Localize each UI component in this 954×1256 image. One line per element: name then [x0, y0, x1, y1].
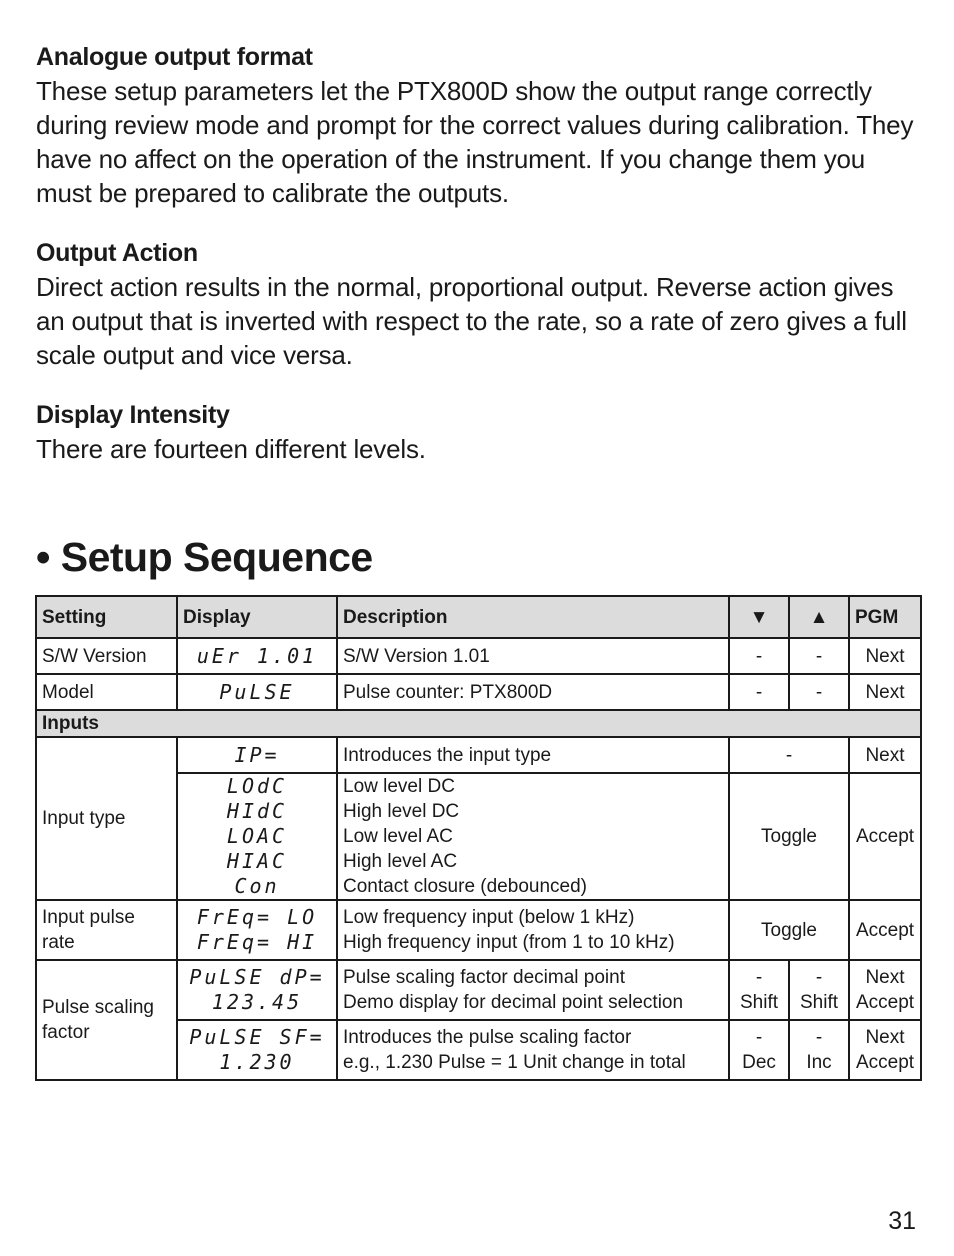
cell-line: Accept: [855, 992, 915, 1013]
display-line: LOAC: [226, 824, 288, 848]
cell-line: -: [815, 967, 823, 988]
display-line: PuLSE SF=: [189, 1025, 325, 1049]
section-heading: Analogue output format: [36, 43, 313, 71]
section-heading: Output Action: [36, 239, 198, 267]
description-line: Contact closure (debounced): [343, 876, 587, 897]
cell-line: Dec: [742, 1052, 776, 1073]
pgm-cell: Next: [849, 638, 921, 674]
section-body: These setup parameters let the PTX800D show the output range correctly during review mode and prompt for the correct values during calibration. They have no affect on the operation of the instrument. If you change them you must be prepared to calibrate the outputs.: [36, 76, 914, 208]
col-header-display: Display: [177, 596, 337, 638]
up-cell: [789, 960, 849, 1020]
up-arrow-icon: ▲: [789, 596, 849, 638]
section-body: Direct action results in the normal, proportional output. Reverse action gives an output that is inverted with respect to the rate, so a rate of zero gives a full scale output and vice versa.: [36, 272, 907, 370]
description-line: High level AC: [343, 851, 458, 872]
down-cell: [729, 960, 789, 1020]
display-line: FrEq= LO: [196, 905, 318, 929]
description-line: High frequency input (from 1 to 10 kHz): [343, 932, 675, 953]
setting-cell: Input type: [36, 737, 177, 900]
cell-line: -: [755, 1027, 763, 1048]
display-line: PuLSE dP=: [189, 965, 325, 989]
cell-line: -: [815, 1027, 823, 1048]
up-cell: -: [789, 638, 849, 674]
up-cell: -: [789, 674, 849, 710]
display-cell: PuLSE: [177, 674, 337, 710]
description-cell: Introduces the input type: [337, 737, 729, 773]
pgm-cell: Next: [849, 737, 921, 773]
setup-sequence-title: • Setup Sequence: [36, 534, 373, 580]
cell-line: -: [755, 967, 763, 988]
arrows-cell: Toggle: [729, 900, 849, 960]
display-line: 1.230: [219, 1050, 295, 1074]
cell-line: Inc: [806, 1052, 832, 1073]
description-cell: [337, 1020, 729, 1080]
pgm-cell: [849, 1020, 921, 1080]
section-analogue-output: [36, 40, 920, 210]
display-line: 123.45: [211, 990, 303, 1014]
description-cell: S/W Version 1.01: [337, 638, 729, 674]
display-line: FrEq= HI: [196, 930, 318, 954]
description-line: Low level AC: [343, 826, 453, 847]
display-cell: [177, 1020, 337, 1080]
display-line: HIdC: [226, 799, 288, 823]
description-cell: [337, 773, 729, 900]
display-cell: IP=: [177, 737, 337, 773]
description-line: Low frequency input (below 1 kHz): [343, 907, 635, 928]
down-cell: -: [729, 674, 789, 710]
setting-cell: Model: [36, 674, 177, 710]
description-line: Demo display for decimal point selection: [343, 992, 684, 1013]
description-line: Pulse scaling factor decimal point: [343, 967, 625, 988]
section-body: There are fourteen different levels.: [36, 434, 426, 464]
description-line: Introduces the pulse scaling factor: [343, 1027, 632, 1048]
description-line: High level DC: [343, 801, 460, 822]
section-row-inputs: [36, 710, 921, 737]
cell-line: Next: [865, 1027, 905, 1048]
pgm-cell: [849, 960, 921, 1020]
setup-sequence-table: [35, 595, 922, 1081]
section-heading: Display Intensity: [36, 401, 230, 429]
section-label: Inputs: [36, 710, 921, 737]
description-cell: Pulse counter: PTX800D: [337, 674, 729, 710]
description-cell: [337, 960, 729, 1020]
cell-line: Accept: [855, 1052, 915, 1073]
col-header-pgm: PGM: [849, 596, 921, 638]
table-header-row: [36, 596, 921, 638]
description-line: e.g., 1.230 Pulse = 1 Unit change in total: [343, 1052, 686, 1073]
table-row: [36, 638, 921, 674]
pgm-cell: Accept: [849, 773, 921, 900]
down-arrow-icon: ▼: [729, 596, 789, 638]
down-cell: [729, 1020, 789, 1080]
display-cell: uEr 1.01: [177, 638, 337, 674]
display-cell: [177, 773, 337, 900]
setting-cell: S/W Version: [36, 638, 177, 674]
description-line: Low level DC: [343, 776, 455, 797]
display-cell: [177, 960, 337, 1020]
cell-line: Next: [865, 967, 905, 988]
table-row: [36, 674, 921, 710]
arrows-cell: Toggle: [729, 773, 849, 900]
table-row: [36, 960, 921, 1020]
setting-cell: Input pulse rate: [36, 900, 177, 960]
cell-line: Shift: [799, 992, 839, 1013]
pgm-cell: Accept: [849, 900, 921, 960]
pgm-cell: Next: [849, 674, 921, 710]
display-cell: [177, 900, 337, 960]
arrows-cell: -: [729, 737, 849, 773]
table-row: [36, 900, 921, 960]
table-row: [36, 737, 921, 773]
cell-line: Shift: [739, 992, 779, 1013]
section-display-intensity: [36, 398, 426, 466]
up-cell: [789, 1020, 849, 1080]
description-cell: [337, 900, 729, 960]
down-cell: -: [729, 638, 789, 674]
col-header-setting: Setting: [36, 596, 177, 638]
section-output-action: [36, 236, 920, 372]
setting-cell: Pulse scaling factor: [36, 960, 177, 1080]
col-header-description: Description: [337, 596, 729, 638]
display-line: Con: [234, 874, 280, 898]
display-line: LOdC: [226, 774, 288, 798]
page-number: 31: [888, 1207, 916, 1235]
display-line: HIAC: [226, 849, 288, 873]
